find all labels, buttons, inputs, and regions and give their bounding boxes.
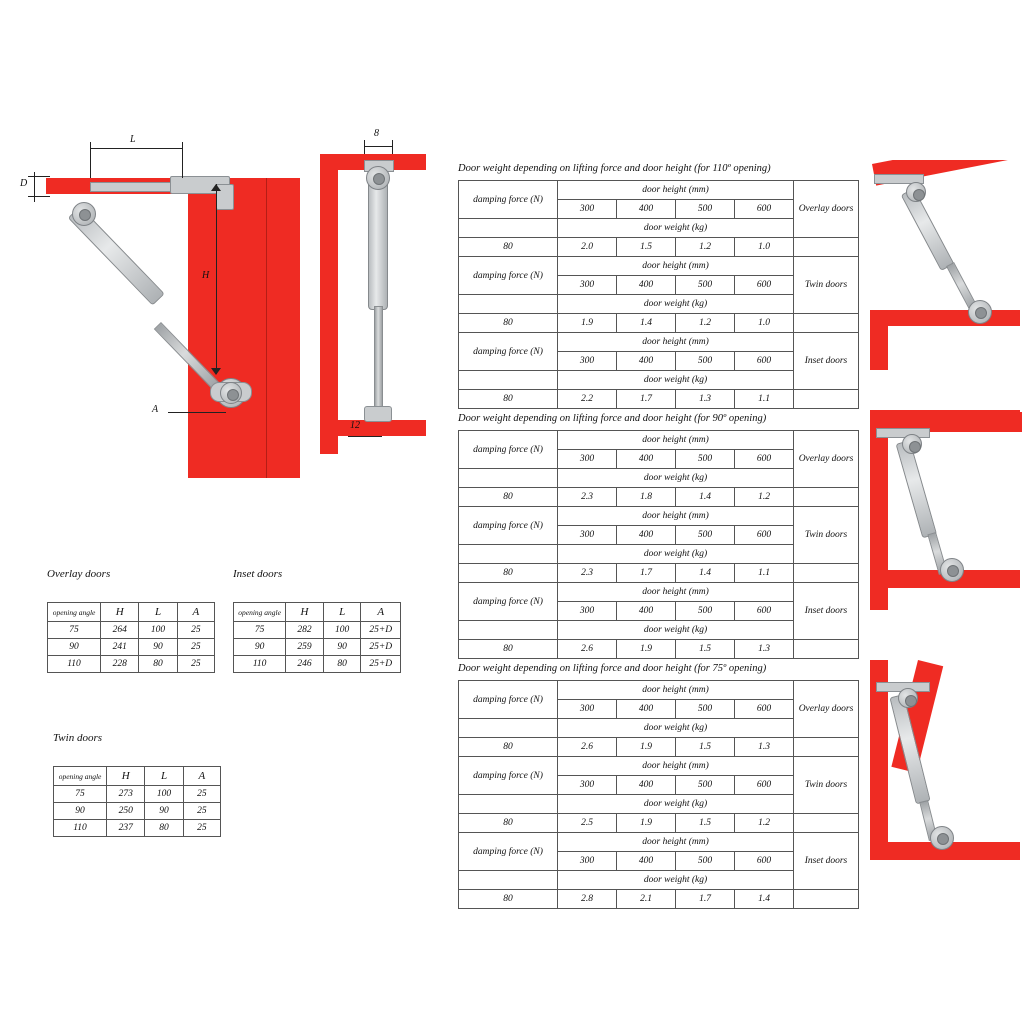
weight-500: 1.3 [676, 390, 735, 409]
weight-block-title-90: Door weight depending on lifting force and door height (for 90º opening) [458, 413, 767, 424]
door-height-label: door height (mm) [558, 681, 794, 700]
col-L: L [145, 767, 183, 786]
table-row [48, 656, 215, 673]
cell-angle: 90 [234, 639, 286, 656]
force-label: damping force (N) [459, 431, 558, 469]
col-L: L [139, 603, 177, 622]
table-row [459, 681, 859, 700]
force-label: damping force (N) [459, 583, 558, 621]
dim-8-tick-left [364, 140, 365, 154]
height-400: 400 [617, 852, 676, 871]
height-600: 600 [735, 276, 794, 295]
cell-l: 90 [323, 639, 361, 656]
strut-base-pivot [220, 382, 242, 404]
height-400: 400 [617, 602, 676, 621]
gas-strut-cylinder-90 [896, 440, 937, 538]
cell-h: 250 [107, 803, 145, 820]
force-label: damping force (N) [459, 257, 558, 295]
weight-400: 2.1 [617, 890, 676, 909]
force-label: damping force (N) [459, 181, 558, 219]
dim-8-tick-right [392, 140, 393, 154]
spec-table-inset [233, 602, 401, 673]
weight-400: 1.4 [617, 314, 676, 333]
door-weight-label: door weight (kg) [558, 469, 794, 488]
weight-500: 1.5 [676, 640, 735, 659]
table-header-row [54, 767, 221, 786]
force-label: damping force (N) [459, 507, 558, 545]
weight-400: 1.7 [617, 564, 676, 583]
cell-l: 90 [139, 639, 177, 656]
door-height-label: door height (mm) [558, 757, 794, 776]
cell-h: 241 [101, 639, 139, 656]
door-kind-twin: Twin doors [794, 507, 859, 564]
empty-cell [459, 621, 558, 640]
cell-a: 25 [183, 820, 220, 837]
door-height-label: door height (mm) [558, 583, 794, 602]
strut-lower-mount-110 [968, 300, 992, 324]
force-value: 80 [459, 814, 558, 833]
cell-h: 228 [101, 656, 139, 673]
illustration-90-degree [862, 410, 1024, 620]
cell-h: 282 [286, 622, 324, 639]
weight-400: 1.8 [617, 488, 676, 507]
table-row [54, 820, 221, 837]
dim-L-tick-left [90, 142, 91, 178]
cell-h: 237 [107, 820, 145, 837]
weight-500: 1.2 [676, 314, 735, 333]
door-kind-inset: Inset doors [794, 833, 859, 890]
table-row [48, 622, 215, 639]
empty-cell [459, 871, 558, 890]
cell-a: 25 [177, 656, 214, 673]
strut-upper-mount-90 [902, 434, 922, 454]
front-strut-base [364, 406, 392, 422]
height-500: 500 [676, 526, 735, 545]
table-row [459, 431, 859, 450]
height-400: 400 [617, 526, 676, 545]
empty-cell [459, 545, 558, 564]
col-A: A [177, 603, 214, 622]
dim-H-label: H [202, 270, 210, 281]
height-600: 600 [735, 602, 794, 621]
table-row [54, 803, 221, 820]
dim-12-line [348, 436, 382, 437]
drawing-front-view [320, 120, 440, 500]
weight-600: 1.2 [735, 814, 794, 833]
door-kind-overlay: Overlay doors [794, 431, 859, 488]
height-300: 300 [558, 602, 617, 621]
table-row [459, 333, 859, 352]
cell-h: 246 [286, 656, 324, 673]
weight-300: 2.6 [558, 738, 617, 757]
force-value: 80 [459, 390, 558, 409]
cell-a: 25 [177, 639, 214, 656]
front-strut-upper-mount [366, 166, 390, 190]
door-height-label: door height (mm) [558, 181, 794, 200]
kind-spacer [794, 814, 859, 833]
table-row [54, 786, 221, 803]
door-weight-label: door weight (kg) [558, 719, 794, 738]
weight-600: 1.1 [735, 564, 794, 583]
door-weight-label: door weight (kg) [558, 219, 794, 238]
weight-300: 2.3 [558, 564, 617, 583]
cell-l: 100 [139, 622, 177, 639]
spec-table-overlay [47, 602, 215, 673]
table-row [459, 488, 859, 507]
force-value: 80 [459, 640, 558, 659]
weight-600: 1.3 [735, 640, 794, 659]
front-cabinet-side [320, 154, 338, 454]
cell-angle: 110 [54, 820, 107, 837]
kind-spacer [794, 640, 859, 659]
height-300: 300 [558, 852, 617, 871]
door-weight-label: door weight (kg) [558, 795, 794, 814]
force-label: damping force (N) [459, 333, 558, 371]
table-row [459, 890, 859, 909]
door-kind-overlay: Overlay doors [794, 681, 859, 738]
strut-upper-mount-110 [906, 182, 926, 202]
cell-angle: 90 [54, 803, 107, 820]
empty-cell [459, 371, 558, 390]
force-value: 80 [459, 738, 558, 757]
cell-l: 80 [139, 656, 177, 673]
weight-block-title-110: Door weight depending on lifting force and door height (for 110º opening) [458, 163, 771, 174]
weight-table-90 [458, 430, 859, 659]
weight-300: 2.2 [558, 390, 617, 409]
weight-500: 1.4 [676, 488, 735, 507]
mounting-plate-90 [876, 428, 930, 438]
front-gas-strut-rod [374, 306, 383, 412]
door-kind-twin: Twin doors [794, 757, 859, 814]
empty-cell [459, 469, 558, 488]
table-row [459, 814, 859, 833]
dim-D-tick-bot [28, 196, 50, 197]
weight-600: 1.1 [735, 390, 794, 409]
cell-l: 100 [323, 622, 361, 639]
door-kind-overlay: Overlay doors [794, 181, 859, 238]
dim-D-label: D [20, 178, 28, 189]
technical-drawing [20, 120, 440, 500]
table-row [459, 314, 859, 333]
height-500: 500 [676, 352, 735, 371]
cell-l: 80 [145, 820, 183, 837]
door-weight-label: door weight (kg) [558, 621, 794, 640]
weight-table-110 [458, 180, 859, 409]
height-600: 600 [735, 352, 794, 371]
illustration-110-degree [862, 160, 1024, 370]
dim-H-arrow-bottom [211, 368, 221, 375]
table-row [459, 583, 859, 602]
door-height-label: door height (mm) [558, 333, 794, 352]
dim-12-label: 12 [350, 420, 360, 431]
door-kind-inset: Inset doors [794, 583, 859, 640]
door-kind-inset: Inset doors [794, 333, 859, 390]
col-opening-angle: opening angle [54, 767, 107, 786]
col-A: A [361, 603, 401, 622]
col-H: H [107, 767, 145, 786]
height-600: 600 [735, 852, 794, 871]
weight-600: 1.4 [735, 890, 794, 909]
height-400: 400 [617, 700, 676, 719]
weight-600: 1.3 [735, 738, 794, 757]
height-400: 400 [617, 352, 676, 371]
col-A: A [183, 767, 220, 786]
strut-lower-mount-90 [940, 558, 964, 582]
force-label: damping force (N) [459, 757, 558, 795]
spec-title-twin: Twin doors [53, 732, 103, 744]
height-300: 300 [558, 200, 617, 219]
table-row [234, 656, 401, 673]
weight-600: 1.0 [735, 238, 794, 257]
cell-a: 25+D [361, 622, 401, 639]
door-height-label: door height (mm) [558, 257, 794, 276]
height-400: 400 [617, 450, 676, 469]
kind-spacer [794, 488, 859, 507]
dim-L-line [90, 148, 182, 149]
col-L: L [323, 603, 361, 622]
col-H: H [101, 603, 139, 622]
weight-300: 2.8 [558, 890, 617, 909]
spec-title-overlay: Overlay doors [47, 568, 111, 580]
weight-500: 1.5 [676, 738, 735, 757]
door-leaf-90 [922, 412, 1022, 432]
force-value: 80 [459, 488, 558, 507]
weight-600: 1.0 [735, 314, 794, 333]
cell-angle: 110 [48, 656, 101, 673]
door-height-label: door height (mm) [558, 431, 794, 450]
empty-cell [459, 719, 558, 738]
cell-l: 100 [145, 786, 183, 803]
weight-400: 1.9 [617, 814, 676, 833]
height-400: 400 [617, 200, 676, 219]
cell-h: 259 [286, 639, 324, 656]
door-weight-label: door weight (kg) [558, 371, 794, 390]
kind-spacer [794, 564, 859, 583]
spec-table-twin [53, 766, 221, 837]
door-weight-label: door weight (kg) [558, 871, 794, 890]
table-row [48, 639, 215, 656]
drawing-side-view [20, 120, 300, 500]
weight-300: 1.9 [558, 314, 617, 333]
cell-h: 264 [101, 622, 139, 639]
door-kind-twin: Twin doors [794, 257, 859, 314]
empty-cell [459, 219, 558, 238]
cell-angle: 75 [48, 622, 101, 639]
height-300: 300 [558, 526, 617, 545]
cell-a: 25+D [361, 656, 401, 673]
height-600: 600 [735, 776, 794, 795]
kind-spacer [794, 738, 859, 757]
spec-title-inset: Inset doors [233, 568, 283, 580]
height-500: 500 [676, 200, 735, 219]
door-height-label: door height (mm) [558, 833, 794, 852]
weight-600: 1.2 [735, 488, 794, 507]
height-300: 300 [558, 700, 617, 719]
force-value: 80 [459, 238, 558, 257]
cell-l: 90 [145, 803, 183, 820]
table-row [459, 564, 859, 583]
height-300: 300 [558, 352, 617, 371]
cell-angle: 75 [54, 786, 107, 803]
cell-a: 25+D [361, 639, 401, 656]
table-row [459, 738, 859, 757]
weight-block-title-75: Door weight depending on lifting force and door height (for 75º opening) [458, 663, 767, 674]
height-300: 300 [558, 450, 617, 469]
weight-500: 1.4 [676, 564, 735, 583]
force-value: 80 [459, 564, 558, 583]
dim-H-arrow-top [211, 184, 221, 191]
cell-a: 25 [177, 622, 214, 639]
empty-cell [459, 795, 558, 814]
force-value: 80 [459, 314, 558, 333]
kind-spacer [794, 390, 859, 409]
col-opening-angle: opening angle [234, 603, 286, 622]
cell-a: 25 [183, 803, 220, 820]
weight-300: 2.0 [558, 238, 617, 257]
height-500: 500 [676, 276, 735, 295]
col-opening-angle: opening angle [48, 603, 101, 622]
cell-angle: 110 [234, 656, 286, 673]
empty-cell [459, 295, 558, 314]
table-row [459, 257, 859, 276]
height-500: 500 [676, 450, 735, 469]
cell-h: 273 [107, 786, 145, 803]
height-600: 600 [735, 200, 794, 219]
kind-spacer [794, 890, 859, 909]
cell-angle: 90 [48, 639, 101, 656]
dim-A-line [168, 412, 226, 413]
height-600: 600 [735, 700, 794, 719]
table-row [234, 639, 401, 656]
cabinet-edge-line [266, 178, 267, 478]
table-row [459, 507, 859, 526]
weight-500: 1.7 [676, 890, 735, 909]
height-500: 500 [676, 852, 735, 871]
table-row [459, 238, 859, 257]
cabinet-bottom-110 [870, 310, 1020, 326]
table-row [459, 640, 859, 659]
kind-spacer [794, 238, 859, 257]
weight-500: 1.2 [676, 238, 735, 257]
illustration-75-degree [862, 660, 1024, 875]
weight-400: 1.9 [617, 738, 676, 757]
dim-L-tick-right [182, 142, 183, 178]
weight-400: 1.9 [617, 640, 676, 659]
door-weight-label: door weight (kg) [558, 545, 794, 564]
force-label: damping force (N) [459, 681, 558, 719]
strut-upper-mount [72, 202, 96, 226]
height-600: 600 [735, 526, 794, 545]
weight-300: 2.5 [558, 814, 617, 833]
weight-300: 2.3 [558, 488, 617, 507]
table-row [459, 390, 859, 409]
weight-300: 2.6 [558, 640, 617, 659]
door-weight-label: door weight (kg) [558, 295, 794, 314]
height-300: 300 [558, 276, 617, 295]
table-row [459, 757, 859, 776]
dim-H-line [216, 184, 217, 374]
height-300: 300 [558, 776, 617, 795]
door-height-label: door height (mm) [558, 507, 794, 526]
height-400: 400 [617, 276, 676, 295]
strut-lower-mount-75 [930, 826, 954, 850]
table-row [234, 622, 401, 639]
weight-500: 1.5 [676, 814, 735, 833]
weight-400: 1.7 [617, 390, 676, 409]
height-600: 600 [735, 450, 794, 469]
weight-table-75 [458, 680, 859, 909]
table-header-row [234, 603, 401, 622]
dim-8-label: 8 [374, 128, 379, 139]
gas-strut-cylinder-110 [901, 188, 955, 271]
dim-8-line [364, 146, 392, 147]
table-row [459, 833, 859, 852]
cell-a: 25 [183, 786, 220, 803]
table-row [459, 181, 859, 200]
strut-upper-mount-75 [898, 688, 918, 708]
height-500: 500 [676, 700, 735, 719]
cell-l: 80 [323, 656, 361, 673]
kind-spacer [794, 314, 859, 333]
dim-D-tick-top [28, 176, 50, 177]
table-header-row [48, 603, 215, 622]
dim-A-label: A [152, 404, 159, 415]
dim-L-label: L [130, 134, 136, 145]
cell-angle: 75 [234, 622, 286, 639]
height-500: 500 [676, 602, 735, 621]
height-400: 400 [617, 776, 676, 795]
cabinet-body [188, 178, 300, 478]
force-label: damping force (N) [459, 833, 558, 871]
front-gas-strut-cylinder [368, 178, 388, 310]
weight-400: 1.5 [617, 238, 676, 257]
height-500: 500 [676, 776, 735, 795]
col-H: H [286, 603, 324, 622]
force-value: 80 [459, 890, 558, 909]
